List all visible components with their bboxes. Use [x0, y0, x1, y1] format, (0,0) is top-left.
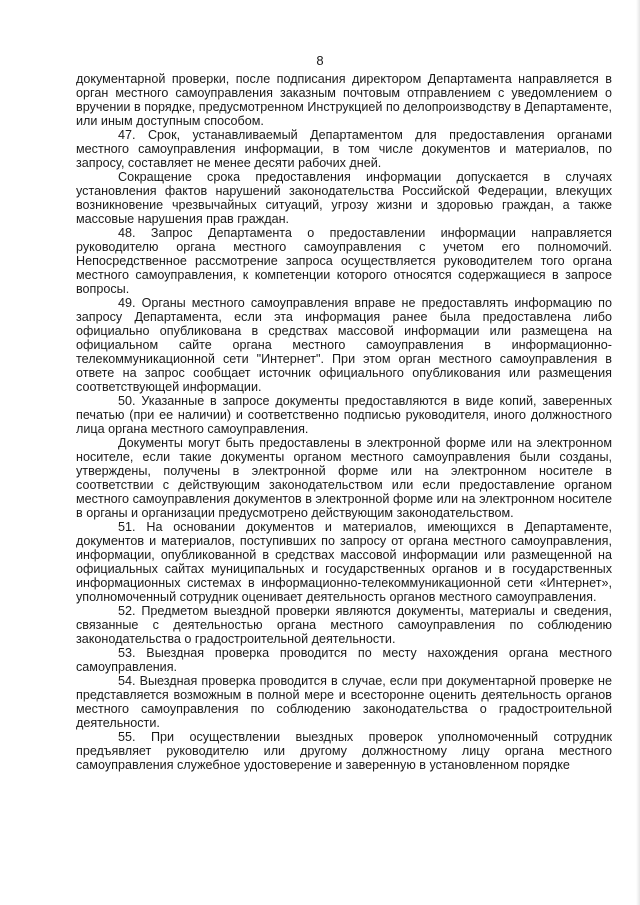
- paragraph-54: 54. Выездная проверка проводится в случае, если при документарной проверке не представляется возможным в полной мере и всесторонне оценить деятельность органов местного самоуправления по соблюдению законодательства о градостроительной деятельности.: [76, 674, 612, 730]
- paragraph-50-electronic: Документы могут быть предоставлены в электронной форме или на электронном носителе, если такие документы органом местного самоуправления были созданы, утверждены, получены в электронной форме или на электронном носителе в соответствии с действующим законодательством или если предоставление органом местного самоуправления документов в электронной форме или на электронном носителе в органы и организации предусмотрено действующим законодательством.: [76, 436, 612, 520]
- paragraph-47-reduction: Сокращение срока предоставления информации допускается в случаях установления фактов нарушений законодательства Российской Федерации, влекущих возникновение чрезвычайных ситуаций, угрозу жизни и здоровью граждан, а также массовые нарушения прав граждан.: [76, 170, 612, 226]
- paragraph-49: 49. Органы местного самоуправления вправе не предоставлять информацию по запросу Департамента, если эта информация ранее была предоставлена либо официально опубликована в средствах массовой информации или размещена на официальном сайте органа местного самоуправления в информационно-телекоммуникационной сети "Интернет". При этом орган местного самоуправления в ответе на запрос сообщает источник официального опубликования или размещения соответствующей информации.: [76, 296, 612, 394]
- paragraph-continuation: документарной проверки, после подписания директором Департамента направляется в орган местного самоуправления заказным почтовым отправлением с уведомлением о вручении в порядке, предусмотренном Инструкцией по делопроизводству в Департаменте, или иным доступным способом.: [76, 72, 612, 128]
- paragraph-53: 53. Выездная проверка проводится по месту нахождения органа местного самоуправления.: [76, 646, 612, 674]
- paragraph-48: 48. Запрос Департамента о предоставлении информации направляется руководителю органа местного самоуправления с учетом его полномочий. Непосредственное рассмотрение запроса осуществляется руководителем того органа местного самоуправления, к компетенции которого относятся содержащиеся в запросе вопросы.: [76, 226, 612, 296]
- scan-edge: [636, 0, 640, 905]
- paragraph-51: 51. На основании документов и материалов, имеющихся в Департаменте, документов и материалов, поступивших по запросу от органа местного самоуправления, информации, опубликованной в средствах массовой информации или размещенной на официальных сайтах муниципальных и государственных органов и в государственных информационных системах в информационно-телекоммуникационной сети «Интернет», уполномоченный сотрудник оценивает деятельность органов местного самоуправления.: [76, 520, 612, 604]
- paragraph-52: 52. Предметом выездной проверки являются документы, материалы и сведения, связанные с деятельностью органа местного самоуправления по соблюдению законодательства о градостроительной деятельности.: [76, 604, 612, 646]
- paragraph-47: 47. Срок, устанавливаемый Департаментом для предоставления органами местного самоуправления информации, в том числе документов и материалов, по запросу, составляет не менее десяти рабочих дней.: [76, 128, 612, 170]
- paragraph-55: 55. При осуществлении выездных проверок уполномоченный сотрудник предъявляет руководителю или другому должностному лицу органа местного самоуправления служебное удостоверение и заверенную в установленном порядке: [76, 730, 612, 772]
- document-body: [76, 72, 612, 772]
- paragraph-50: 50. Указанные в запросе документы предоставляются в виде копий, заверенных печатью (при ее наличии) и соответственно подписью руководителя, иного должностного лица органа местного самоуправления.: [76, 394, 612, 436]
- page-number: 8: [316, 53, 324, 68]
